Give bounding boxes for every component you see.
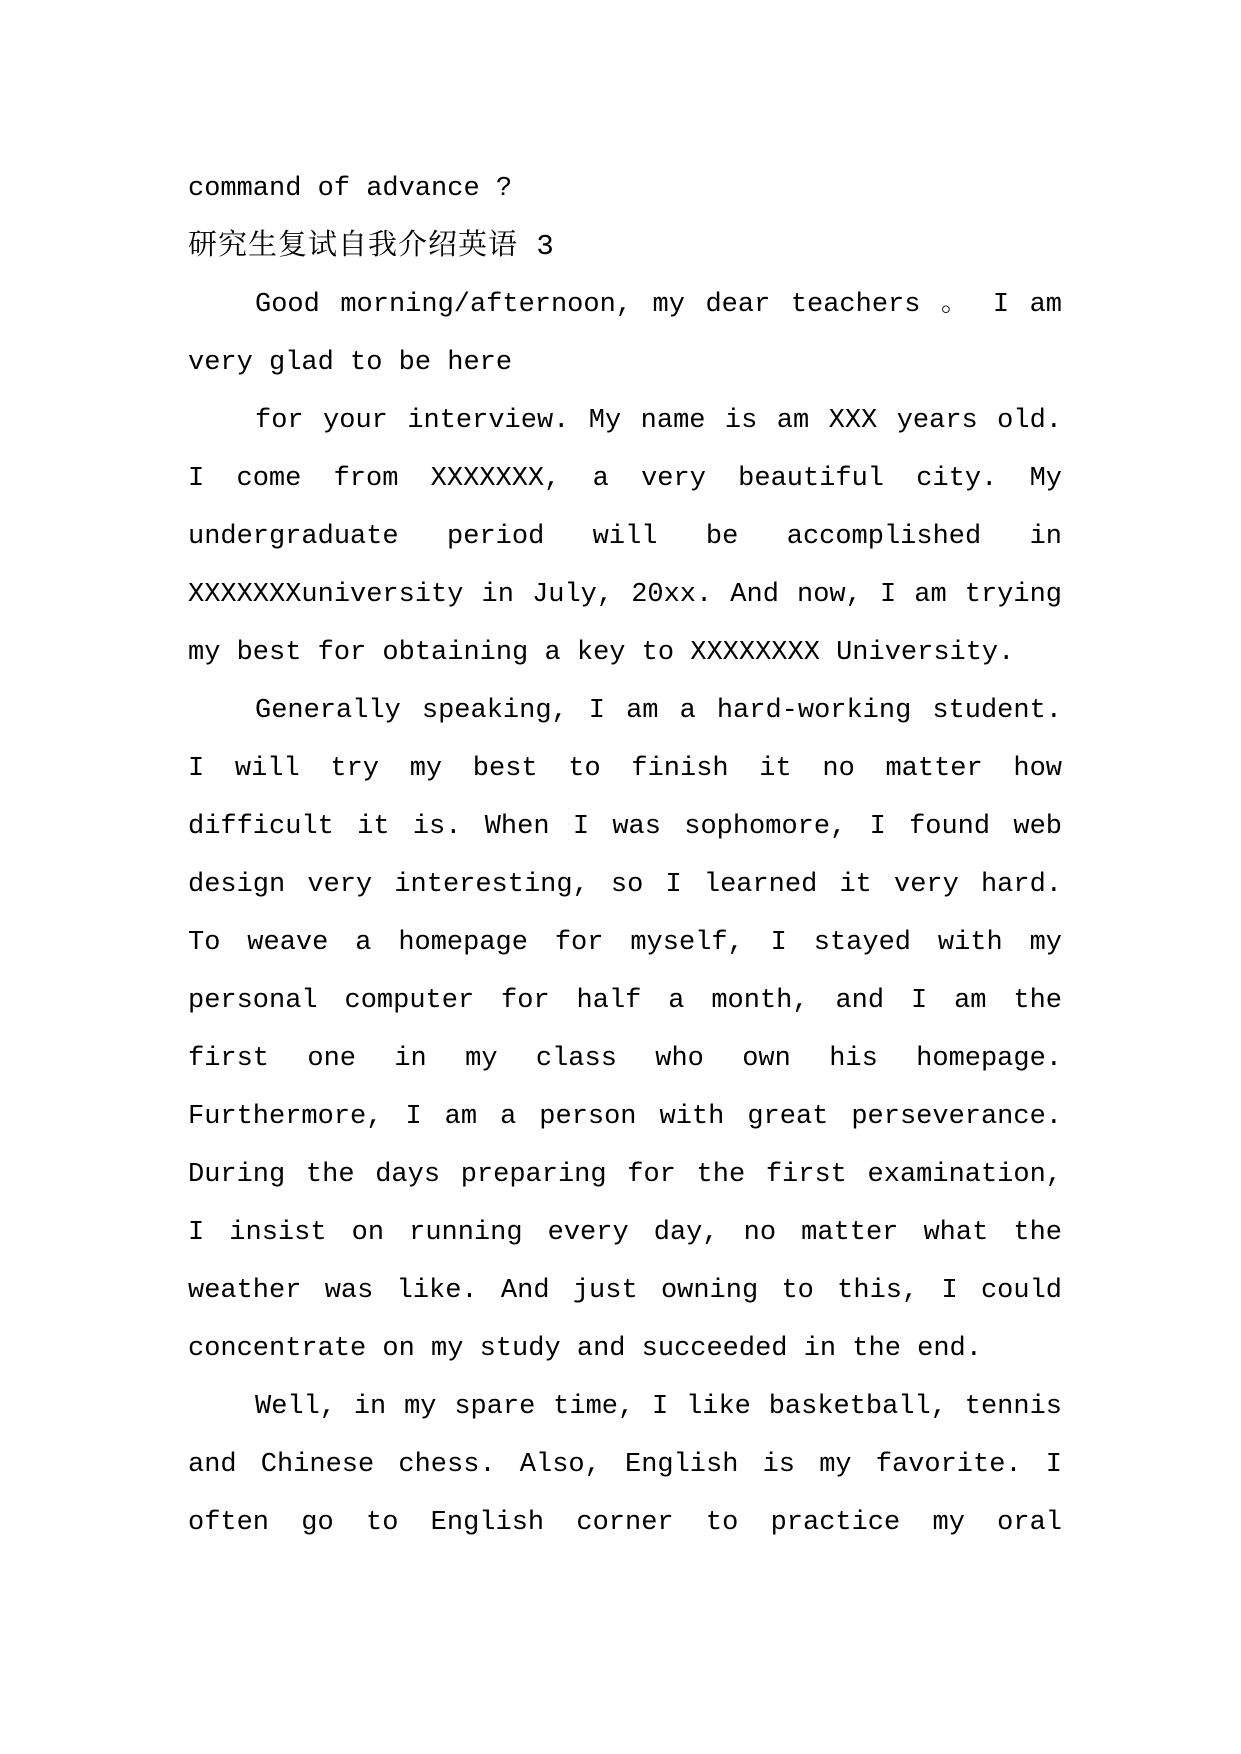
paragraph-study-attitude <box>188 682 1062 1378</box>
paragraph-hobbies <box>188 1378 1062 1552</box>
paragraph-self-introduction <box>188 392 1062 682</box>
text-line: my best for obtaining a key to XXXXXXXX University. <box>188 638 1015 668</box>
text-line: I insist on running every day, no matter what the <box>188 1218 1062 1248</box>
text-line: Furthermore, I am a person with great perseverance. <box>188 1102 1062 1132</box>
section-heading <box>188 218 1062 276</box>
text-line: and Chinese chess. Also, English is my favorite. I <box>188 1450 1062 1480</box>
text-line: for your interview. My name is am XXX years old. <box>255 406 1062 436</box>
text-line: command of advance ? <box>188 174 513 204</box>
text-line: weather was like. And just owning to this, I could <box>188 1276 1062 1306</box>
text-line: very glad to be here <box>188 348 513 378</box>
paragraph-continuation <box>188 160 1062 218</box>
text-line: personal computer for half a month, and I am the <box>188 986 1062 1016</box>
text-line: I will try my best to finish it no matter how <box>188 754 1062 784</box>
text-line: Good morning/afternoon, my dear teachers 。 I am <box>255 290 1062 320</box>
text-line: design very interesting, so I learned it very hard. <box>188 870 1062 900</box>
text-line: first one in my class who own his homepage. <box>188 1044 1062 1074</box>
heading-line: 研究生复试自我介绍英语 3 <box>188 230 555 263</box>
paragraph-greeting <box>188 276 1062 392</box>
text-line: difficult it is. When I was sophomore, I found web <box>188 812 1062 842</box>
text-line: To weave a homepage for myself, I stayed with my <box>188 928 1062 958</box>
text-line: I come from XXXXXXX, a very beautiful city. My <box>188 464 1062 494</box>
text-line: Generally speaking, I am a hard-working student. <box>255 696 1062 726</box>
text-line: During the days preparing for the first examination, <box>188 1160 1062 1190</box>
text-line: often go to English corner to practice my oral <box>188 1508 1062 1538</box>
text-line: concentrate on my study and succeeded in the end. <box>188 1334 982 1364</box>
text-line: undergraduate period will be accomplished in <box>188 522 1062 552</box>
text-line: Well, in my spare time, I like basketball, tennis <box>255 1392 1062 1422</box>
text-line: XXXXXXXuniversity in July, 20xx. And now, I am trying <box>188 580 1062 610</box>
